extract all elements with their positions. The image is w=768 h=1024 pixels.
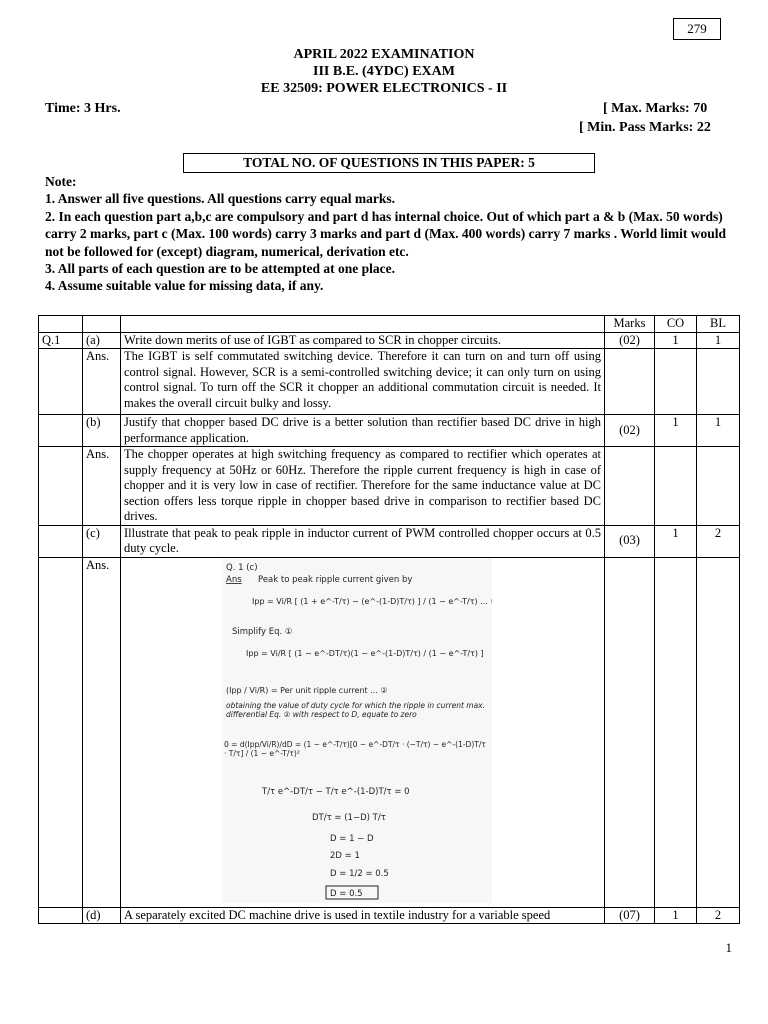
co-cell: 1 xyxy=(655,332,697,349)
hw-equation: (Ipp / Vi/R) = Per unit ripple current ... ② xyxy=(226,685,388,695)
total-questions-box: TOTAL NO. OF QUESTIONS IN THIS PAPER: 5 xyxy=(183,153,595,173)
time-label: Time: 3 Hrs. xyxy=(45,101,121,116)
min-pass-marks: [ Min. Pass Marks: 22 xyxy=(579,120,711,135)
note-item: 1. Answer all five questions. All questions carry equal marks. xyxy=(45,191,396,207)
table-row xyxy=(39,907,740,924)
answer-label: Ans. xyxy=(83,349,121,415)
answer-label: Ans. xyxy=(83,447,121,526)
question-text: A separately excited DC machine drive is used in textile industry for a variable speed xyxy=(121,907,605,924)
answer-text: The chopper operates at high switching frequency as compared to rectifier which operates at supply frequency at 50Hz or 60Hz. Therefore the ripple current frequency is high in case of chopper and it is very low in case of rectifier. Therefore for the same inductance value at DC section offers less torque ripple in chopper based drive in comparison to rectifier based DC drives. xyxy=(121,447,605,526)
notes-section xyxy=(45,173,735,295)
handwritten-derivation xyxy=(222,558,492,903)
question-text: Write down merits of use of IGBT as compared to SCR in chopper circuits. xyxy=(121,332,605,349)
hw-equation: Ipp = Vi/R [ (1 + e^-T/τ) − (e^-(1-D)T/τ) ] / (1 − e^-T/τ) ... ① xyxy=(252,596,492,606)
hw-equation: T/τ e^-DT/τ − T/τ e^-(1-D)T/τ = 0 xyxy=(262,786,410,797)
bl-cell: 2 xyxy=(697,907,740,924)
co-header: CO xyxy=(655,316,697,333)
paper-code-box: 279 xyxy=(673,18,721,40)
part-label: (d) xyxy=(83,907,121,924)
notes-heading: Note: xyxy=(45,174,77,189)
marks-header: Marks xyxy=(605,316,655,333)
hw-line: Peak to peak ripple current given by xyxy=(258,574,413,585)
table-header-row xyxy=(39,316,740,333)
table-row xyxy=(39,415,740,447)
part-label: (a) xyxy=(83,332,121,349)
marks-cell: (03) xyxy=(605,525,655,557)
hw-equation: DT/τ = (1−D) T/τ xyxy=(312,812,386,823)
table-row xyxy=(39,557,740,907)
hw-equation: 0 = d(Ipp/Vi/R)/dD = (1 − e^-T/τ)[0 − e^-DT/τ · (−T/τ) − e^-(1-D)T/τ · T/τ] / (1 − e^-T/τ)² xyxy=(224,739,486,758)
note-item: 2. In each question part a,b,c are compulsory and part d has internal choice. Out of which part a & b (Max. 50 words) carry 2 marks, part c (Max. 100 words) carry 3 marks and part d (Max. 400 words) carry 7 marks . World limit would not be followed for (except) diagram, numerical, derivation etc. xyxy=(45,208,727,259)
question-text: Illustrate that peak to peak ripple in inductor current of PWM controlled chopper occurs at 0.5 duty cycle. xyxy=(121,525,605,557)
answer-text: The IGBT is self commutated switching device. Therefore it can turn on and turn off using control signal. However, SCR is a semi-controlled switching device; it can only turn on using control signal. To turn off the SCR it chopper an additional commutation circuit is needed. It makes the overall circuit bulky and lossy. xyxy=(121,349,605,415)
bl-header: BL xyxy=(697,316,740,333)
hw-equation: 2D = 1 xyxy=(330,850,360,861)
table-row xyxy=(39,332,740,349)
marks-cell: (02) xyxy=(605,415,655,447)
exam-title: APRIL 2022 EXAMINATION xyxy=(293,47,475,62)
hw-line: Simplify Eq. ① xyxy=(232,626,293,637)
question-number: Q.1 xyxy=(39,332,83,349)
course-title: III B.E. (4YDC) EXAM xyxy=(313,64,455,79)
part-label: (c) xyxy=(83,525,121,557)
hw-equation: D = 1/2 = 0.5 xyxy=(330,868,389,879)
handwritten-answer-cell xyxy=(121,557,605,907)
question-table xyxy=(38,315,740,924)
co-cell: 1 xyxy=(655,525,697,557)
bl-cell: 1 xyxy=(697,415,740,447)
marks-cell: (07) xyxy=(605,907,655,924)
subject-title: EE 32509: POWER ELECTRONICS - II xyxy=(260,81,508,96)
note-item: 4. Assume suitable value for missing data, if any. xyxy=(45,278,324,294)
hw-note: obtaining the value of duty cycle for which the ripple in current max. differential Eq. ② with respect to D, equate to zero xyxy=(226,700,485,719)
bl-cell: 2 xyxy=(697,525,740,557)
marks-cell: (02) xyxy=(605,332,655,349)
bl-cell: 1 xyxy=(697,332,740,349)
table-row xyxy=(39,349,740,415)
co-cell: 1 xyxy=(655,415,697,447)
hw-equation: Ipp = Vi/R [ (1 − e^-DT/τ)(1 − e^-(1-D)T/τ) / (1 − e^-T/τ) ] xyxy=(246,648,484,658)
table-row xyxy=(39,525,740,557)
page-number: 1 xyxy=(725,940,732,955)
table-row xyxy=(39,447,740,526)
hw-heading: Q. 1 (c) xyxy=(226,562,258,573)
co-cell: 1 xyxy=(655,907,697,924)
answer-label: Ans. xyxy=(83,557,121,907)
part-label: (b) xyxy=(83,415,121,447)
max-marks: [ Max. Marks: 70 xyxy=(603,101,708,116)
hw-ans-label: Ans xyxy=(226,574,242,585)
hw-result: D = 0.5 xyxy=(330,888,363,899)
note-item: 3. All parts of each question are to be attempted at one place. xyxy=(45,261,395,277)
hw-equation: D = 1 − D xyxy=(330,833,374,844)
question-text: Justify that chopper based DC drive is a better solution than rectifier based DC drive in high performance application. xyxy=(121,415,605,447)
